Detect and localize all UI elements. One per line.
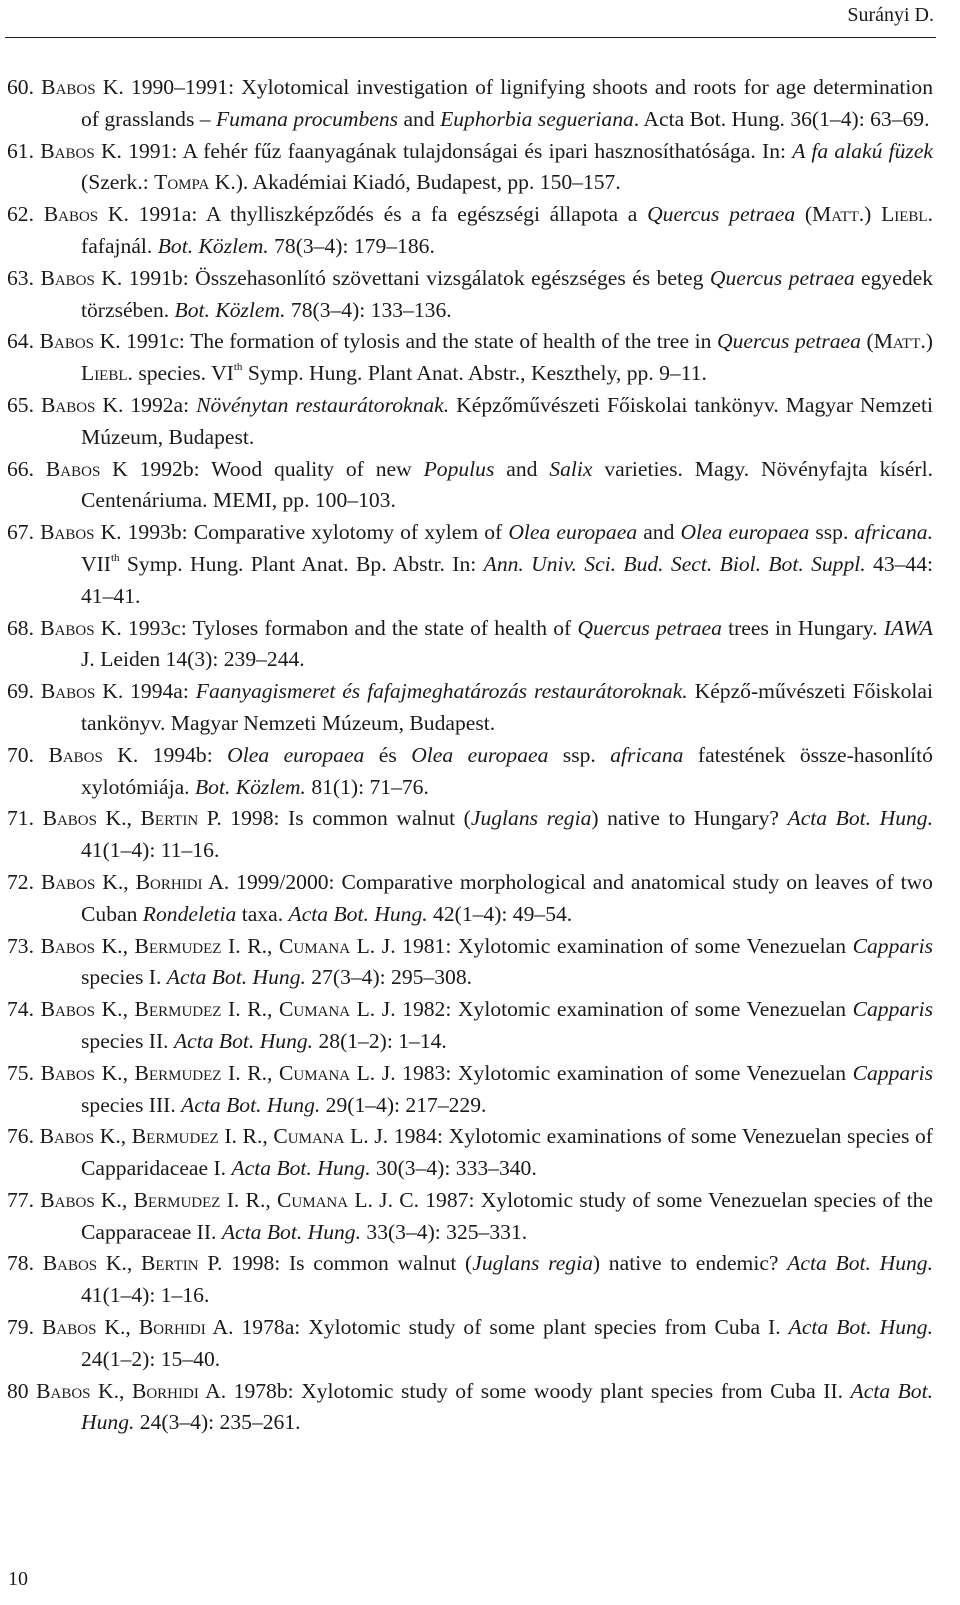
reference-number: 62. — [7, 202, 34, 227]
reference-number: 80 — [7, 1378, 29, 1403]
reference-item — [7, 803, 933, 867]
reference-text: Babos K. 1991: A fehér fűz faanyagának tulajdonságai és ipari hasznosíthatósága. In: A fa alakú füzek (Szerk.: Tompa K.). Akadémiai Kiadó, Budapest, pp. 150–157. — [40, 138, 933, 195]
reference-item — [7, 1121, 933, 1185]
reference-item — [7, 1058, 933, 1122]
reference-text: Babos K. 1994a: Faanyagismeret és fafajmeghatározás restaurátoroknak. Képző-művészeti Főiskolai tankönyv. Magyar Nemzeti Múzeum, Budapest. — [40, 679, 933, 735]
reference-item — [7, 740, 933, 804]
reference-item — [7, 1312, 933, 1376]
reference-text: Babos K 1992b: Wood quality of new Populus and Salix varieties. Magy. Növényfajta kísérl. Centenáriuma. MEMI, pp. 100–103. — [45, 456, 933, 513]
reference-number: 65. — [7, 392, 34, 417]
reference-item — [7, 867, 933, 931]
reference-item — [7, 1185, 933, 1249]
reference-number: 78. — [7, 1251, 34, 1276]
reference-text: Babos K., Bertin P. 1998: Is common walnut (Juglans regia) native to endemic? Acta Bot. Hung. 41(1–4): 1–16. — [42, 1251, 933, 1308]
reference-item — [7, 454, 933, 518]
header-rule — [5, 37, 936, 38]
reference-item — [7, 136, 933, 200]
reference-number: 68. — [7, 615, 34, 640]
reference-text: Babos K. 1991a: A thylliszképződés és a fa egészségi állapota a Quercus petraea (Matt.) Liebl. fafajnál. Bot. Közlem. 78(3–4): 179–186. — [43, 202, 933, 258]
reference-item — [7, 994, 933, 1058]
reference-number: 66. — [7, 456, 34, 481]
reference-text: Babos K., Borhidi A. 1978a: Xylotomic study of some plant species from Cuba I. Acta Bot. Hung. 24(1–2): 15–40. — [42, 1315, 933, 1371]
reference-text: Babos K. 1992a: Növénytan restaurátoroknak. Képzőművészeti Főiskolai tankönyv. Magyar Nemzeti Múzeum, Budapest. — [40, 392, 933, 449]
reference-text: Babos K. 1993c: Tyloses formabon and the state of health of Quercus petraea trees in Hungary. IAWA J. Leiden 14(3): 239–244. — [40, 615, 933, 672]
reference-number: 60. — [7, 75, 34, 99]
reference-text: Babos K., Borhidi A. 1999/2000: Comparative morphological and anatomical study on leaves of two Cuban Rondeletia taxa. Acta Bot. Hung. 42(1–4): 49–54. — [40, 869, 933, 926]
reference-list — [7, 72, 933, 1439]
reference-text: Babos K. 1994b: Olea europaea és Olea europaea ssp. africana fatestének össze-hasonlító xylotómiája. Bot. Közlem. 81(1): 71–76. — [48, 742, 933, 799]
reference-text: Babos K. 1991b: Összehasonlító szövettani vizsgálatok egészséges és beteg Quercus petraea egyedek törzsében. Bot. Közlem. 78(3–4): 133–136. — [40, 265, 933, 322]
reference-number: 61. — [7, 138, 34, 163]
reference-item — [7, 1376, 933, 1440]
reference-text: Babos K., Bermudez I. R., Cumana L. J. C. 1987: Xylotomic study of some Venezuelan species of the Capparaceae II. Acta Bot. Hung. 33(3–4): 325–331. — [40, 1187, 933, 1244]
reference-text: Babos K. 1991c: The formation of tylosis and the state of health of the tree in Quercus petraea (Matt.) Liebl. species. VIth Symp. Hung. Plant Anat. Abstr., Keszthely, pp. 9–11. — [39, 329, 933, 386]
reference-number: 76. — [7, 1124, 34, 1149]
reference-number: 79. — [7, 1315, 34, 1340]
reference-item — [7, 326, 933, 390]
reference-text: Babos K., Bertin P. 1998: Is common walnut (Juglans regia) native to Hungary? Acta Bot. Hung. 41(1–4): 11–16. — [42, 806, 933, 863]
reference-text: Babos K., Borhidi A. 1978b: Xylotomic study of some woody plant species from Cuba II. Acta Bot. Hung. 24(3–4): 235–261. — [36, 1378, 934, 1435]
reference-text: Babos K., Bermudez I. R., Cumana L. J. 1981: Xylotomic examination of some Venezuelan Capparis species I. Acta Bot. Hung. 27(3–4): 295–308. — [40, 933, 933, 990]
reference-number: 77. — [7, 1187, 34, 1212]
reference-item — [7, 72, 933, 136]
running-header-author: Surányi D. — [847, 4, 934, 26]
reference-item — [7, 676, 933, 740]
reference-number: 63. — [7, 265, 34, 290]
reference-item — [7, 1248, 933, 1312]
page-number: 10 — [8, 1568, 28, 1590]
reference-number: 70. — [7, 742, 34, 767]
reference-text: Babos K. 1990–1991: Xylotomical investigation of lignifying shoots and roots for age determination of grasslands – Fumana procumbens and Euphorbia segueriana. Acta Bot. Hung. 36(1–4): 63–69. — [41, 75, 933, 131]
reference-number: 74. — [7, 997, 34, 1022]
reference-text: Babos K., Bermudez I. R., Cumana L. J. 1983: Xylotomic examination of some Venezuelan Capparis species III. Acta Bot. Hung. 29(1–4): 217–229. — [40, 1060, 933, 1117]
reference-item — [7, 517, 933, 612]
reference-number: 73. — [7, 933, 34, 958]
reference-item — [7, 199, 933, 263]
reference-number: 72. — [7, 869, 34, 894]
reference-item — [7, 390, 933, 454]
reference-text: Babos K., Bermudez I. R., Cumana L. J. 1982: Xylotomic examination of some Venezuelan Capparis species II. Acta Bot. Hung. 28(1–2): 1–14. — [40, 997, 933, 1053]
reference-item — [7, 263, 933, 327]
reference-number: 69. — [7, 679, 34, 704]
reference-number: 67. — [7, 520, 34, 545]
reference-item — [7, 613, 933, 677]
reference-number: 75. — [7, 1060, 34, 1085]
reference-number: 64. — [7, 329, 34, 354]
reference-text: Babos K., Bermudez I. R., Cumana L. J. 1984: Xylotomic examinations of some Venezuelan species of Capparidaceae I. Acta Bot. Hung. 30(3–4): 333–340. — [39, 1124, 933, 1181]
reference-number: 71. — [7, 806, 34, 831]
reference-item — [7, 931, 933, 995]
reference-text: Babos K. 1993b: Comparative xylotomy of xylem of Olea europaea and Olea europaea ssp. africana. VIIth Symp. Hung. Plant Anat. Bp. Abstr. In: Ann. Univ. Sci. Bud. Sect. Biol. Bot. Suppl. 43–44: 41–41. — [40, 520, 934, 608]
